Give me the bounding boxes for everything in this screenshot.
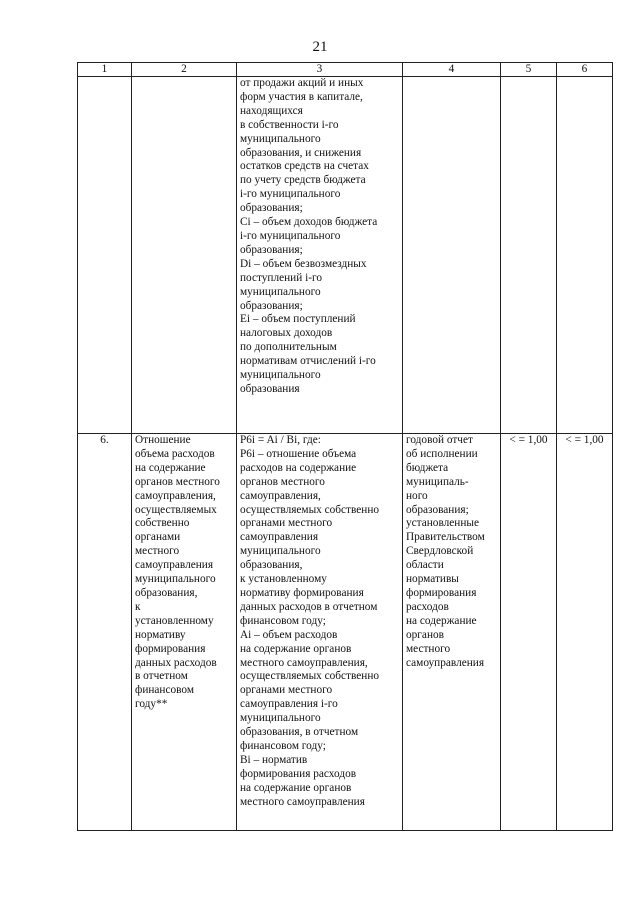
header-col-3: 3 xyxy=(237,63,403,77)
header-col-1: 1 xyxy=(78,63,132,77)
indicator-table xyxy=(77,62,613,831)
row-6-col-5 xyxy=(501,434,557,831)
row-6-col-6-text: < = 1,00 xyxy=(565,434,604,446)
cont-formula-text: от продажи акций и иных форм участия в капитале, находящихся в собственности i-го муниципального образования, и снижения остатков средств на счетах по учету средств бюджета i-го муниципального образования; Ci – объем доходов бюджета i-го муниципального образования; Di – объем безвозмездных поступлений i-го муниципального образования; Ei – объем поступлений налоговых доходов по дополнительным нормативам отчислений i-го муниципального образования xyxy=(240,77,378,395)
row-6-indicator xyxy=(132,434,237,831)
cont-col-4 xyxy=(403,77,501,434)
cont-col-6 xyxy=(557,77,613,434)
cont-col-3 xyxy=(237,77,403,434)
cont-col-5 xyxy=(501,77,557,434)
table-row-continuation xyxy=(78,77,613,434)
cont-col-1 xyxy=(78,77,132,434)
table-header-row xyxy=(78,63,613,77)
header-col-6: 6 xyxy=(557,63,613,77)
row-6-number xyxy=(78,434,132,831)
header-col-4: 4 xyxy=(403,63,501,77)
table-row-6 xyxy=(78,434,613,831)
row-6-formula xyxy=(237,434,403,831)
row-6-col-6 xyxy=(557,434,613,831)
row-6-col-5-text: < = 1,00 xyxy=(509,434,548,446)
cont-col-2 xyxy=(132,77,237,434)
header-col-5: 5 xyxy=(501,63,557,77)
row-6-source-text: годовой отчет об исполнении бюджета муниципаль- ного образования; установленные Правительством Свердловской области нормативы формирования расходов на содержание органов местного самоуправления xyxy=(406,434,485,669)
header-col-2: 2 xyxy=(132,63,237,77)
page-number: 21 xyxy=(312,39,328,55)
row-6-indicator-text: Отношение объема расходов на содержание органов местного самоуправления, осуществляемых собственно органами местного самоуправления муниципального образования, к установленному нормативу формирования данных расходов в отчетном финансовом году** xyxy=(135,434,220,711)
row-6-formula-text: Р6i = Ai / Bi, где: Р6i – отношение объема расходов на содержание органов местного самоуправления, осуществляемых собственно органами местного самоуправления муниципального образования, к установленному нормативу формирования данных расходов в отчетном финансовом году; Ai – объем расходов на содержание органов местного самоуправления, осуществляемых собственно органами местного самоуправления i-го муниципального образования, в отчетном финансовом году; Bi – норматив формирования расходов на содержание органов местного самоуправления xyxy=(240,434,380,808)
row-6-source xyxy=(403,434,501,831)
row-6-number-text: 6. xyxy=(100,434,109,446)
